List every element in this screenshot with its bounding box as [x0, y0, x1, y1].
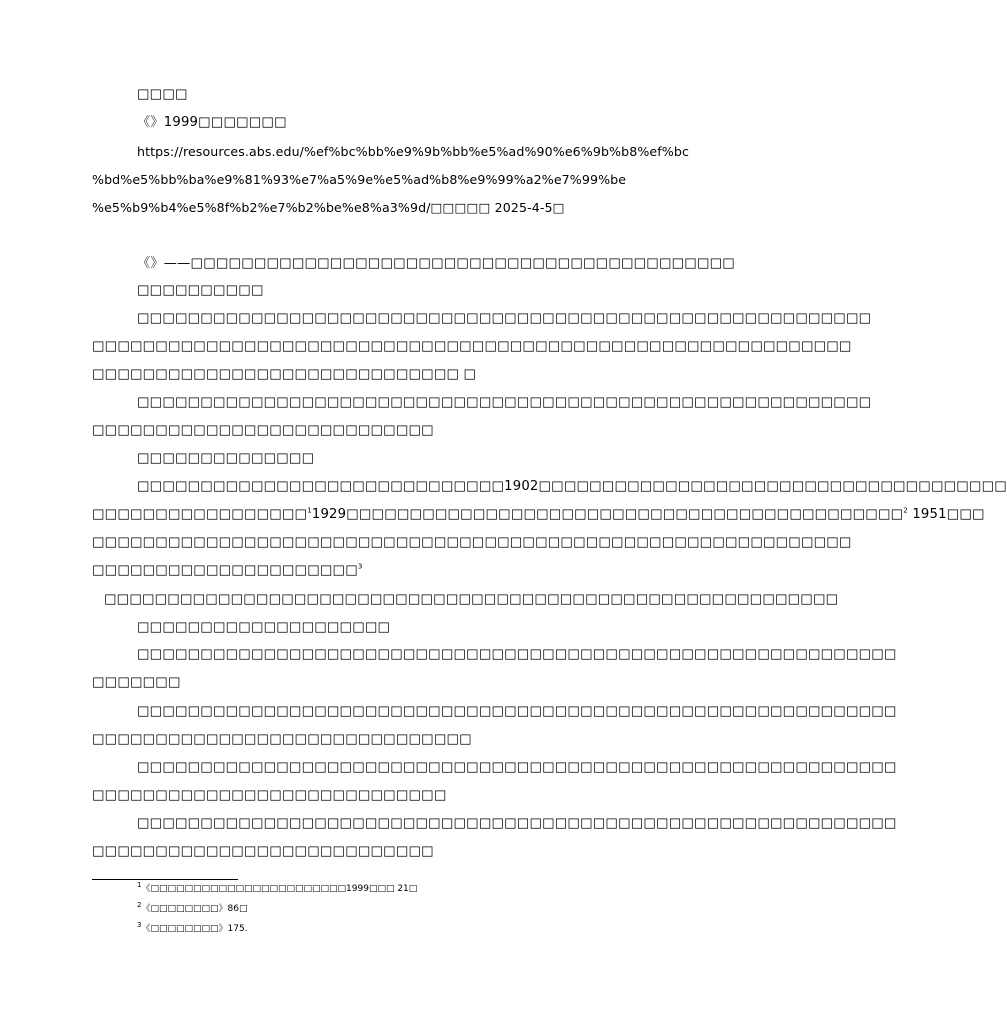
body-line: □□□□□□□□□□□□□□□□□□□□□□□□□□□□□□□□□□□□□□□□□□□□□□□□□□□□□□□□□□□□ — [137, 816, 897, 831]
footnote-marker: 3 — [357, 562, 363, 571]
footnote-separator — [92, 879, 238, 880]
reference-heading: □□□□ — [137, 87, 188, 102]
body-line: □□□□□□□□□□□□□□□□□□□□□□□□□□□□□□ — [92, 732, 472, 747]
footnote — [137, 881, 418, 895]
footnote-text: 《□□□□□□□□□□□□□□□□□□□□□□□1999□□□ 21□ — [141, 884, 418, 894]
section-heading: □□□□□□□□□□□□□□ — [137, 451, 315, 466]
footnote-number: 1 — [137, 881, 142, 889]
body-line: □□□□□□□□□□□□□□□□□□□□□□□□□□□□□□□□□□□□□□□□□□□□□□□□□□□□□□□□□□□□ — [137, 704, 897, 719]
body-text: □□□□□□□□□□□□□□□□□□□□□ — [92, 563, 358, 578]
footnote — [137, 901, 248, 915]
body-line-with-footnotes — [92, 507, 985, 523]
body-text: 1929□□□□□□□□□□□□□□□□□□□□□□□□□□□□□□□□□□□□□□□□□□□□ — [311, 507, 904, 522]
footnote-number: 2 — [137, 901, 142, 909]
section-heading: □□□□□□□□□□□□□□□□□□□□ — [137, 620, 391, 635]
body-line: □□□□□□□□□□□□□□□□□□□□□□□□□□□□□□□□□□□□□□□□□□□□□□□□□□□□□□□□□□□□ — [137, 647, 897, 662]
body-line-with-footnote — [92, 563, 363, 579]
footnote-marker: 2 — [903, 506, 908, 515]
footnote — [137, 921, 248, 935]
body-line: 《》——□□□□□□□□□□□□□□□□□□□□□□□□□□□□□□□□□□□□□□□□□□□ — [137, 256, 735, 271]
reference-title: 《》1999□□□□□□□ — [137, 115, 287, 130]
reference-url-line-1: https://resources.abs.edu/%ef%bc%bb%e9%9b%bb%e5%ad%90%e6%9b%b8%ef%bc — [137, 144, 689, 159]
body-line: □□□□□□□□□□□□□□□□□□□□□□□□□□□□□□□□□□□□□□□□□□□□□□□□□□□□□□□□□□□□ — [92, 339, 852, 354]
footnote-marker: 1 — [307, 506, 312, 515]
body-line: □□□□□□□□□□□□□□□□□□□□□□□□□□□□□1902□□□□□□□□□□□□□□□□□□□□□□□□□□□□□□□□□□□□□ — [137, 479, 1007, 494]
body-line: □□□□□□□□□□□□□□□□□□□□□□□□□□□□□□□□□□□□□□□□□□□□□□□□□□□□□□□□□□ — [104, 592, 839, 607]
body-line: □□□□□□□ — [92, 675, 181, 690]
body-line: □□□□□□□□□□□□□□□□□□□□□□□□□□□□□□□□□□□□□□□□□□□□□□□□□□□□□□□□□□ — [137, 395, 872, 410]
body-text: 1951□□□ — [907, 507, 985, 522]
footnote-text: 《□□□□□□□□》86□ — [141, 904, 248, 914]
body-line: □□□□□□□□□□□□□□□□□□□□□□□□□□□□□□□□□□□□□□□□□□□□□□□□□□□□□□□□□□□□ — [137, 760, 897, 775]
footnote-text: 《□□□□□□□□》175. — [141, 924, 248, 934]
body-line: □□□□□□□□□□□□□□□□□□□□□□□□□□□□□ □ — [92, 367, 477, 382]
body-line: □□□□□□□□□□□□□□□□□□□□□□□□□□□ — [92, 423, 434, 438]
body-line: □□□□□□□□□□□□□□□□□□□□□□□□□□□□ — [92, 788, 447, 803]
body-text: □□□□□□□□□□□□□□□□□ — [92, 507, 308, 522]
reference-url-line-2: %bd%e5%bb%ba%e9%81%93%e7%a5%9e%e5%ad%b8%e9%99%a2%e7%99%be — [92, 172, 627, 187]
body-line: □□□□□□□□□□□□□□□□□□□□□□□□□□□□□□□□□□□□□□□□□□□□□□□□□□□□□□□□□□ — [137, 311, 872, 326]
section-heading: □□□□□□□□□□ — [137, 283, 264, 298]
body-line: □□□□□□□□□□□□□□□□□□□□□□□□□□□ — [92, 844, 434, 859]
reference-url-line-3: %e5%b9%b4%e5%8f%b2%e7%b2%be%e8%a3%9d/□□□□□ 2025-4-5□ — [92, 200, 565, 215]
footnote-number: 3 — [137, 921, 142, 929]
body-line: □□□□□□□□□□□□□□□□□□□□□□□□□□□□□□□□□□□□□□□□□□□□□□□□□□□□□□□□□□□□ — [92, 535, 852, 550]
